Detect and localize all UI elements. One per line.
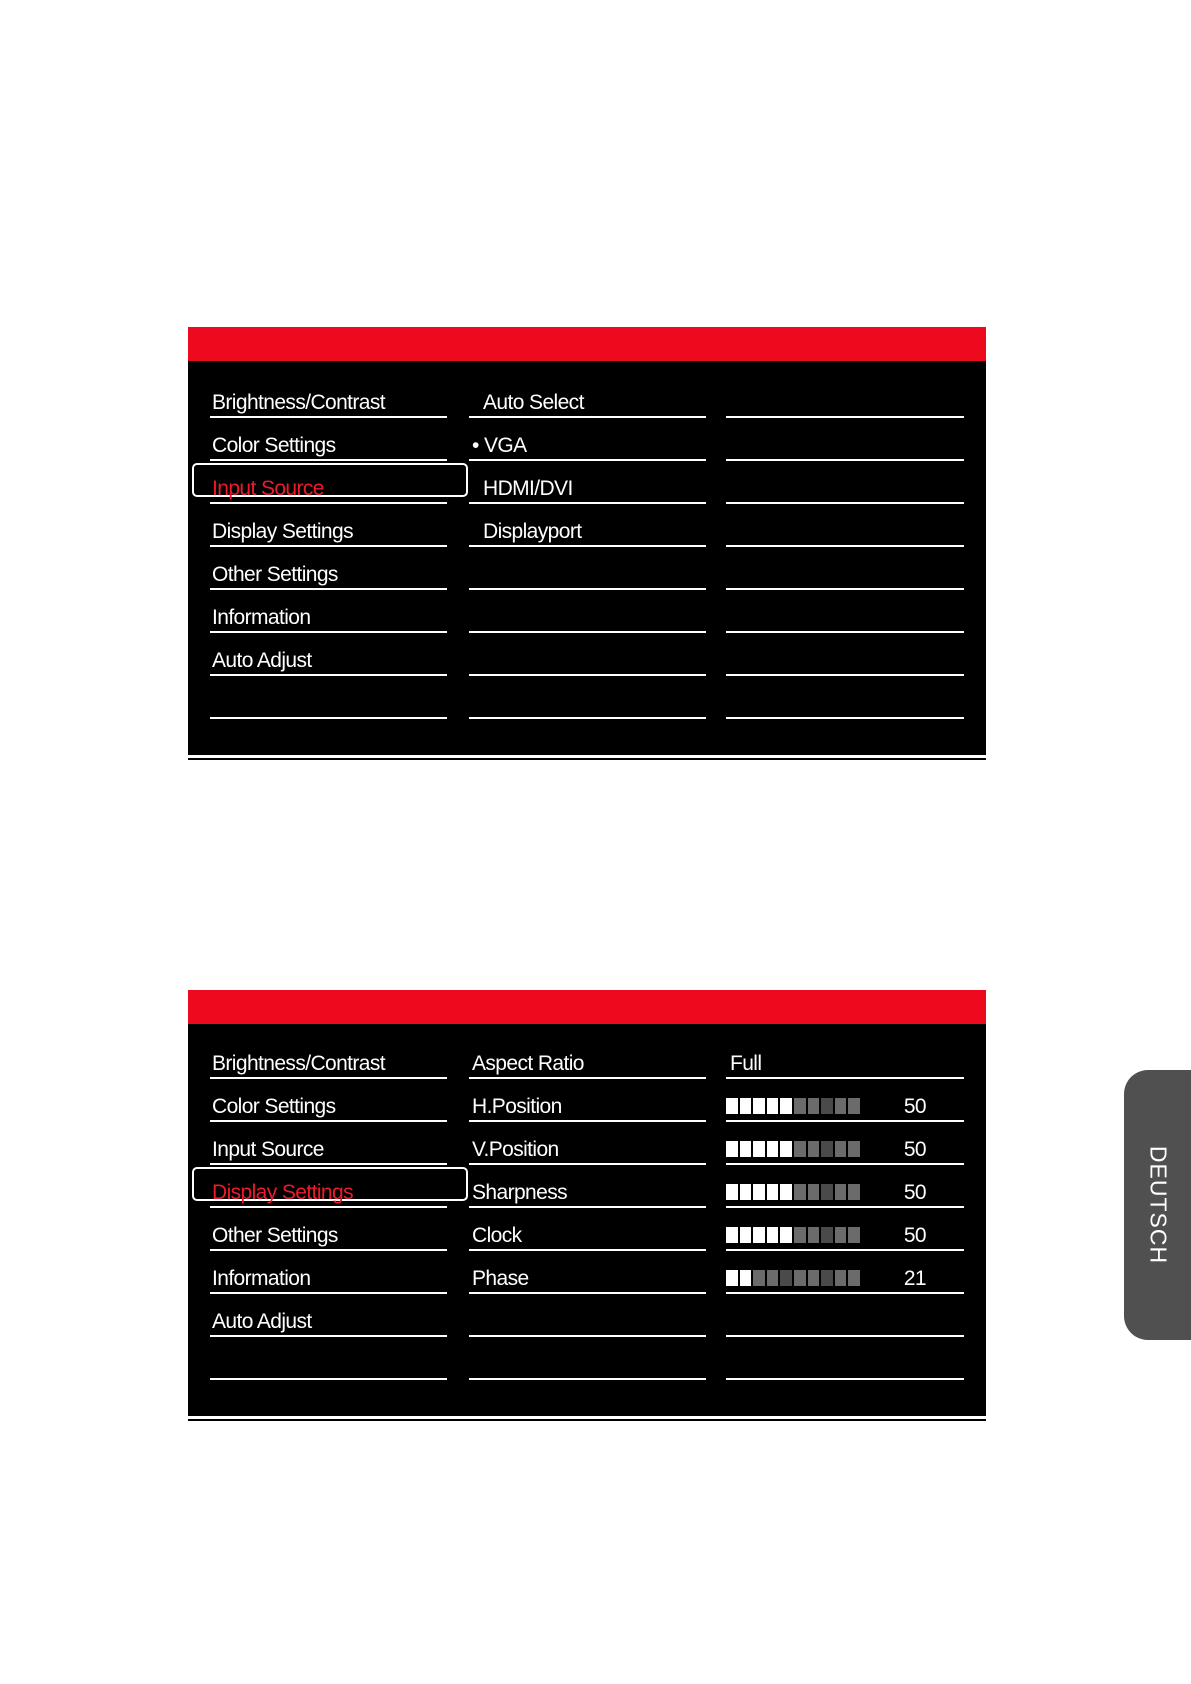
slider-segment xyxy=(780,1098,792,1114)
slider-value: 50 xyxy=(903,1224,926,1247)
menu-row xyxy=(210,1294,964,1337)
option-displayport[interactable] xyxy=(469,504,706,547)
menu-item-label: Input Source xyxy=(212,477,324,500)
menu-row xyxy=(210,633,964,676)
option-label: Phase xyxy=(472,1267,529,1290)
option-empty xyxy=(469,547,706,590)
slider-segment xyxy=(835,1227,847,1243)
menu-row xyxy=(210,1036,964,1079)
sharpness-slider[interactable] xyxy=(726,1165,964,1208)
clock-slider[interactable] xyxy=(726,1208,964,1251)
value-cell xyxy=(726,504,964,547)
slider-segment xyxy=(767,1098,779,1114)
menu-item-label: Information xyxy=(212,606,311,629)
slider-segment xyxy=(767,1184,779,1200)
aspect-ratio-value-label: Full xyxy=(730,1052,762,1075)
option-label: HDMI/DVI xyxy=(483,477,573,500)
phase-slider[interactable] xyxy=(726,1251,964,1294)
value-cell xyxy=(726,375,964,418)
aspect-ratio-value[interactable] xyxy=(726,1036,964,1079)
slider-value: 50 xyxy=(903,1095,926,1118)
slider-segment xyxy=(740,1098,752,1114)
menu-row xyxy=(210,1337,964,1380)
slider-segment xyxy=(726,1184,738,1200)
slider-segment xyxy=(835,1141,847,1157)
slider-segment xyxy=(753,1184,765,1200)
option-label: Sharpness xyxy=(472,1181,567,1204)
slider-segment xyxy=(780,1184,792,1200)
slider-segment xyxy=(821,1098,833,1114)
slider-segment xyxy=(821,1270,833,1286)
menu-item-empty xyxy=(210,676,447,719)
slider-segment xyxy=(767,1227,779,1243)
menu-item-empty xyxy=(210,1337,447,1380)
menu-item-brightness-contrast[interactable] xyxy=(210,1036,447,1079)
menu-row xyxy=(210,1079,964,1122)
value-cell xyxy=(726,633,964,676)
language-tab-label: DEUTSCH xyxy=(1145,1145,1171,1265)
option-label: • VGA xyxy=(472,434,527,457)
slider-segment xyxy=(794,1184,806,1200)
slider-segment xyxy=(740,1184,752,1200)
option-sharpness[interactable] xyxy=(469,1165,706,1208)
menu-item-label: Color Settings xyxy=(212,1095,336,1118)
v-position-slider[interactable] xyxy=(726,1122,964,1165)
menu-item-color-settings[interactable] xyxy=(210,418,447,461)
menu-item-label: Information xyxy=(212,1267,311,1290)
menu-item-auto-adjust[interactable] xyxy=(210,633,447,676)
slider-segment xyxy=(794,1141,806,1157)
value-cell xyxy=(726,547,964,590)
slider-segment xyxy=(821,1184,833,1200)
option-aspect-ratio[interactable] xyxy=(469,1036,706,1079)
slider-value: 50 xyxy=(903,1138,926,1161)
menu-item-label: Auto Adjust xyxy=(212,649,312,672)
value-cell xyxy=(726,590,964,633)
slider-segment xyxy=(835,1098,847,1114)
osd-menu-grid xyxy=(210,1022,964,1416)
slider-segment xyxy=(835,1184,847,1200)
option-h-position[interactable] xyxy=(469,1079,706,1122)
slider-bar xyxy=(726,1184,860,1200)
menu-row xyxy=(210,461,964,504)
menu-item-information[interactable] xyxy=(210,1251,447,1294)
osd-menu-grid xyxy=(210,361,964,755)
value-cell xyxy=(726,1337,964,1380)
slider-segment xyxy=(780,1270,792,1286)
menu-item-label: Display Settings xyxy=(212,520,353,543)
menu-item-label: Color Settings xyxy=(212,434,336,457)
menu-item-input-source[interactable] xyxy=(210,461,447,504)
menu-row xyxy=(210,676,964,719)
menu-item-color-settings[interactable] xyxy=(210,1079,447,1122)
slider-segment xyxy=(726,1098,738,1114)
slider-segment xyxy=(753,1141,765,1157)
osd-header-bar xyxy=(188,327,986,361)
slider-segment xyxy=(848,1227,860,1243)
slider-segment xyxy=(821,1141,833,1157)
menu-item-auto-adjust[interactable] xyxy=(210,1294,447,1337)
slider-bar xyxy=(726,1098,860,1114)
menu-row xyxy=(210,504,964,547)
option-clock[interactable] xyxy=(469,1208,706,1251)
option-empty xyxy=(469,590,706,633)
menu-item-label: Other Settings xyxy=(212,1224,338,1247)
option-empty xyxy=(469,633,706,676)
slider-segment xyxy=(726,1141,738,1157)
value-cell xyxy=(726,418,964,461)
option-empty xyxy=(469,1337,706,1380)
slider-segment xyxy=(767,1270,779,1286)
menu-row xyxy=(210,547,964,590)
menu-item-information[interactable] xyxy=(210,590,447,633)
option-label: Aspect Ratio xyxy=(472,1052,584,1075)
slider-segment xyxy=(753,1227,765,1243)
slider-segment xyxy=(848,1270,860,1286)
option-vga[interactable] xyxy=(469,418,706,461)
slider-segment xyxy=(808,1270,820,1286)
slider-segment xyxy=(794,1227,806,1243)
slider-segment xyxy=(740,1270,752,1286)
menu-item-brightness-contrast[interactable] xyxy=(210,375,447,418)
option-label: Clock xyxy=(472,1224,522,1247)
slider-segment xyxy=(780,1227,792,1243)
slider-segment xyxy=(767,1141,779,1157)
menu-row xyxy=(210,375,964,418)
menu-item-label: Auto Adjust xyxy=(212,1310,312,1333)
slider-segment xyxy=(808,1227,820,1243)
option-empty xyxy=(469,676,706,719)
osd-menu-display-settings xyxy=(188,988,986,1419)
osd-menu-input-source xyxy=(188,327,986,758)
menu-item-label: Display Settings xyxy=(212,1181,353,1204)
value-cell xyxy=(726,461,964,504)
slider-segment xyxy=(821,1227,833,1243)
slider-value: 50 xyxy=(903,1181,926,1204)
option-label: Auto Select xyxy=(483,391,584,414)
value-cell xyxy=(726,1294,964,1337)
slider-bar xyxy=(726,1227,860,1243)
menu-item-label: Brightness/Contrast xyxy=(212,391,386,414)
menu-item-label: Other Settings xyxy=(212,563,338,586)
slider-segment xyxy=(808,1141,820,1157)
option-v-position[interactable] xyxy=(469,1122,706,1165)
option-phase[interactable] xyxy=(469,1251,706,1294)
menu-row xyxy=(210,1165,964,1208)
language-side-tab xyxy=(1124,1070,1191,1340)
option-auto-select[interactable] xyxy=(469,375,706,418)
menu-item-input-source[interactable] xyxy=(210,1122,447,1165)
slider-segment xyxy=(753,1098,765,1114)
menu-item-display-settings[interactable] xyxy=(210,1165,447,1208)
menu-row xyxy=(210,418,964,461)
slider-segment xyxy=(726,1270,738,1286)
h-position-slider[interactable] xyxy=(726,1079,964,1122)
slider-segment xyxy=(753,1270,765,1286)
menu-item-label: Input Source xyxy=(212,1138,324,1161)
slider-segment xyxy=(740,1141,752,1157)
slider-segment xyxy=(726,1227,738,1243)
menu-row xyxy=(210,590,964,633)
menu-item-display-settings[interactable] xyxy=(210,504,447,547)
slider-value: 21 xyxy=(903,1267,926,1290)
menu-item-label: Brightness/Contrast xyxy=(212,1052,386,1075)
value-cell xyxy=(726,676,964,719)
slider-segment xyxy=(848,1141,860,1157)
menu-row xyxy=(210,1251,964,1294)
slider-bar xyxy=(726,1141,860,1157)
slider-segment xyxy=(835,1270,847,1286)
menu-row xyxy=(210,1122,964,1165)
option-label: Displayport xyxy=(483,520,582,543)
slider-segment xyxy=(848,1184,860,1200)
slider-segment xyxy=(780,1141,792,1157)
slider-segment xyxy=(808,1098,820,1114)
menu-item-other-settings[interactable] xyxy=(210,547,447,590)
option-label: V.Position xyxy=(472,1138,559,1161)
slider-segment xyxy=(848,1098,860,1114)
slider-segment xyxy=(740,1227,752,1243)
menu-item-other-settings[interactable] xyxy=(210,1208,447,1251)
slider-bar xyxy=(726,1270,860,1286)
option-empty xyxy=(469,1294,706,1337)
option-hdmi-dvi[interactable] xyxy=(469,461,706,504)
option-label: H.Position xyxy=(472,1095,562,1118)
slider-segment xyxy=(808,1184,820,1200)
slider-segment xyxy=(794,1270,806,1286)
menu-row xyxy=(210,1208,964,1251)
slider-segment xyxy=(794,1098,806,1114)
osd-header-bar xyxy=(188,988,986,1024)
